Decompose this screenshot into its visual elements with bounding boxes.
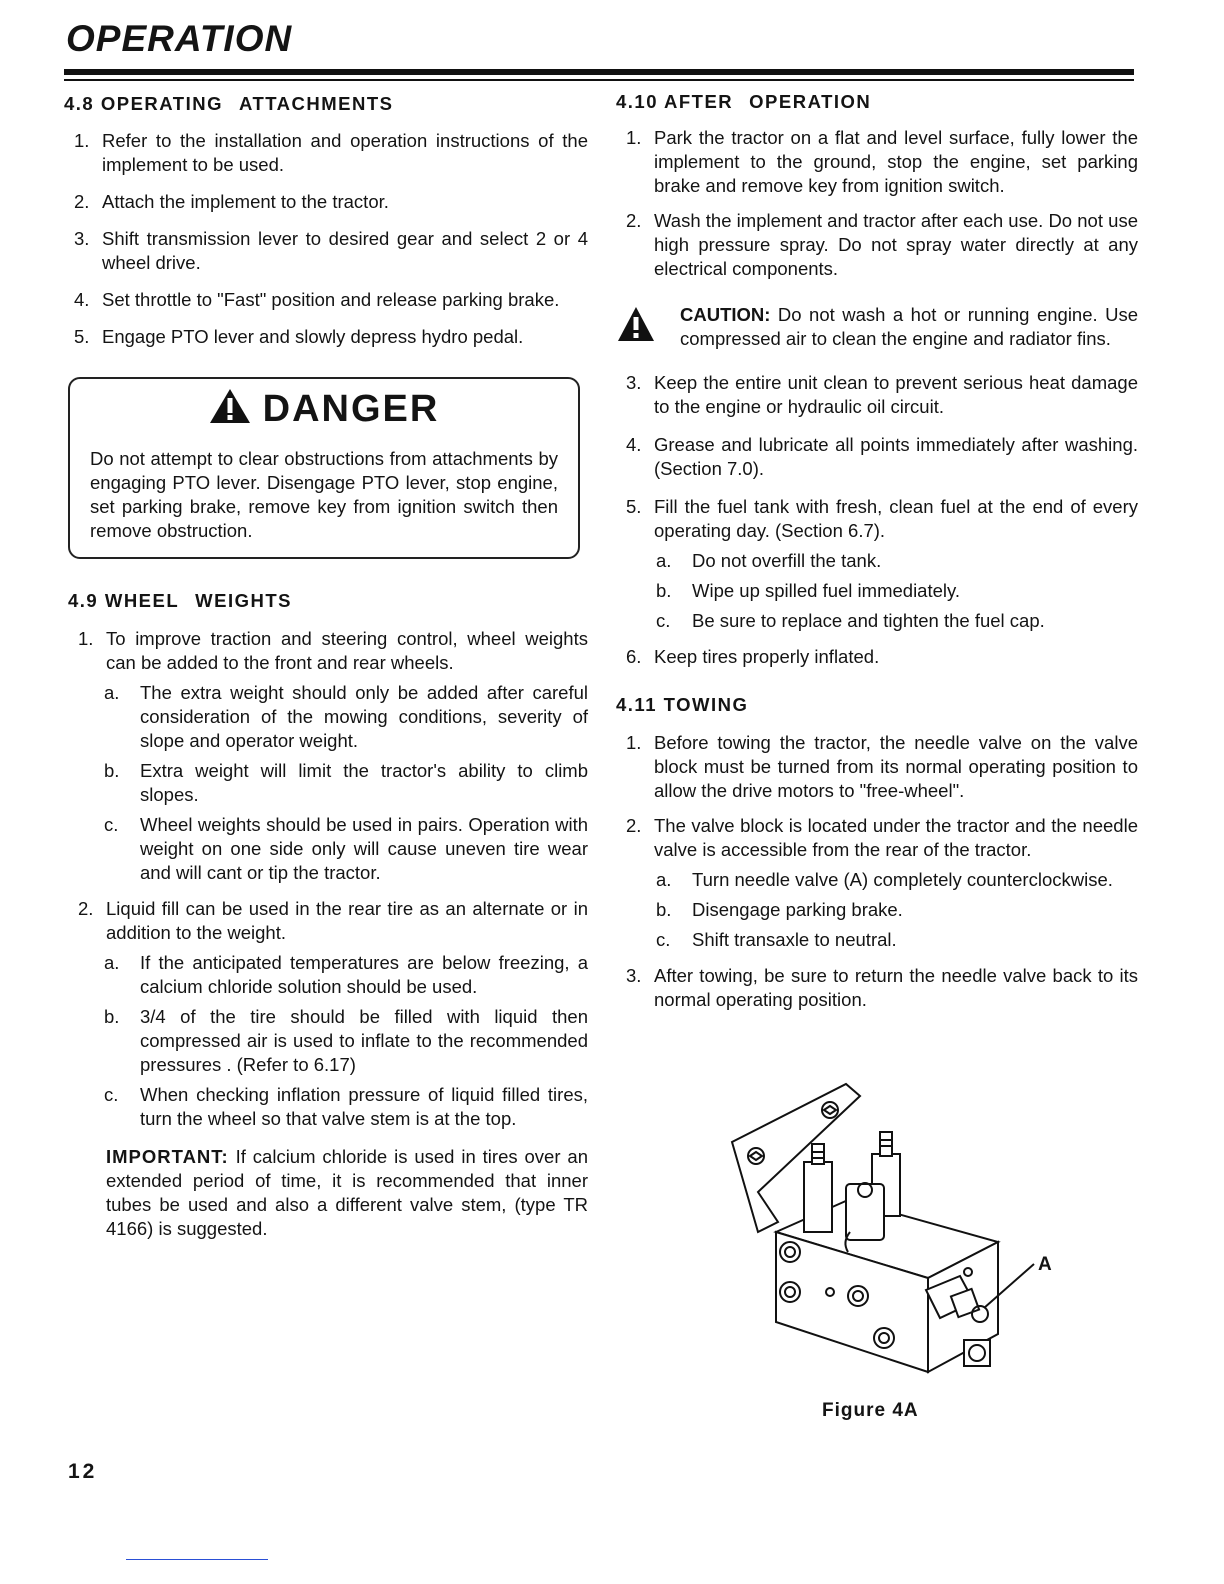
sub-list-item: a. Do not overfill the tank. xyxy=(656,550,882,571)
header-rule-thick xyxy=(64,69,1134,75)
page-number: 12 xyxy=(68,1460,98,1483)
sub-list-item: c. Shift transaxle to neutral. xyxy=(656,929,897,950)
bottom-link-line xyxy=(126,1559,268,1560)
danger-box xyxy=(68,377,580,559)
figure-callout-a: A xyxy=(1038,1254,1052,1275)
sub-list-item: b. Extra weight will limit the tractor's ability to climb slopes. xyxy=(104,760,588,805)
danger-heading: DANGER xyxy=(90,385,558,433)
important-note: IMPORTANT: If calcium chloride is used in tires over an extended period of time, it is recommended that inner tubes be used and also a different valve stem, (type TR 4166) is suggested. xyxy=(106,1146,588,1239)
important-label: IMPORTANT: xyxy=(106,1146,229,1167)
list-item: 4. Set throttle to "Fast" position and release parking brake. xyxy=(74,289,560,310)
list-item: 3. After towing, be sure to return the needle valve back to its normal operating position. xyxy=(626,965,1138,1010)
sub-list-item: a. The extra weight should only be added after careful consideration of the mowing conditions, severity of slope and operator weight. xyxy=(104,682,588,751)
right-column xyxy=(616,90,1138,1012)
list-item: 1. Refer to the installation and operation instructions of the implement to be used. xyxy=(74,130,588,175)
sub-list-item: a. If the anticipated temperatures are below freezing, a calcium chloride solution should be used. xyxy=(104,952,588,997)
sub-list-item: b. Disengage parking brake. xyxy=(656,899,903,920)
list-item: 3. Shift transmission lever to desired gear and select 2 or 4 wheel drive. xyxy=(74,228,588,273)
list-item: 1. Park the tractor on a flat and level surface, fully lower the implement to the ground, stop the engine, set parking brake and remove key from ignition switch. xyxy=(626,127,1138,196)
page-title: OPERATION xyxy=(66,18,293,59)
left-column xyxy=(64,92,588,1241)
sub-list-item: a. Turn needle valve (A) completely counterclockwise. xyxy=(656,869,1113,890)
section-4-11-heading: 4.11 TOWING xyxy=(616,694,749,715)
list-item: 2. The valve block is located under the tractor and the needle valve is accessible from the rear of the tractor. xyxy=(626,815,1138,860)
list-item: 2. Liquid fill can be used in the rear tire as an alternate or in addition to the weight. xyxy=(78,898,588,943)
list-item: 5. Fill the fuel tank with fresh, clean fuel at the end of every operating day. (Section 6.7). xyxy=(626,496,1138,541)
section-4-9-heading: 4.9 WHEEL WEIGHTS xyxy=(68,590,293,611)
caution-note: CAUTION: Do not wash a hot or running engine. Use compressed air to clean the engine and radiator fins. xyxy=(616,303,1138,351)
section-4-10-heading: 4.10 AFTER OPERATION xyxy=(616,91,872,112)
danger-text: Do not attempt to clear obstructions from attachments by engaging PTO lever. Disengage PTO lever, stop engine, set parking brake, remove key from ignition switch then remove obstruction. xyxy=(90,448,558,541)
list-item: 3. Keep the entire unit clean to prevent serious heat damage to the engine or hydraulic oil circuit. xyxy=(626,372,1138,417)
list-item: 2. Wash the implement and tractor after each use. Do not use high pressure spray. Do not spray water directly at any electrical components. xyxy=(626,210,1138,279)
valve-block-illustration xyxy=(728,1082,1058,1382)
warning-triangle-icon xyxy=(209,388,251,424)
list-item: 5. Engage PTO lever and slowly depress hydro pedal. xyxy=(74,326,524,347)
caution-label: CAUTION: xyxy=(680,304,771,325)
list-item: 4. Grease and lubricate all points immediately after washing. (Section 7.0). xyxy=(626,434,1138,479)
list-item: 6. Keep tires properly inflated. xyxy=(626,646,880,667)
header-rule-thin xyxy=(64,79,1134,81)
figure-caption: Figure 4A xyxy=(822,1400,919,1421)
sub-list-item: b. 3/4 of the tire should be filled with liquid then compressed air is used to inflate to the recommended pressures . (Refer to 6.17) xyxy=(104,1006,588,1075)
sub-list-item: c. When checking inflation pressure of liquid filled tires, turn the wheel so that valve stem is at the top. xyxy=(104,1084,588,1129)
sub-list-item: b. Wipe up spilled fuel immediately. xyxy=(656,580,961,601)
list-item: 1. To improve traction and steering control, wheel weights can be added to the front and rear wheels. xyxy=(78,628,588,673)
section-4-8-heading: 4.8 OPERATING ATTACHMENTS xyxy=(64,93,394,114)
sub-list-item: c. Be sure to replace and tighten the fuel cap. xyxy=(656,610,1045,631)
caution-triangle-icon xyxy=(616,305,656,345)
sub-list-item: c. Wheel weights should be used in pairs. Operation with weight on one side only will cause uneven tire wear and will cant or tip the tractor. xyxy=(104,814,588,883)
list-item: 1. Before towing the tractor, the needle valve on the valve block must be turned from its normal operating position to allow the drive motors to "free-wheel". xyxy=(626,732,1138,801)
list-item: 2. Attach the implement to the tractor. xyxy=(74,191,389,212)
